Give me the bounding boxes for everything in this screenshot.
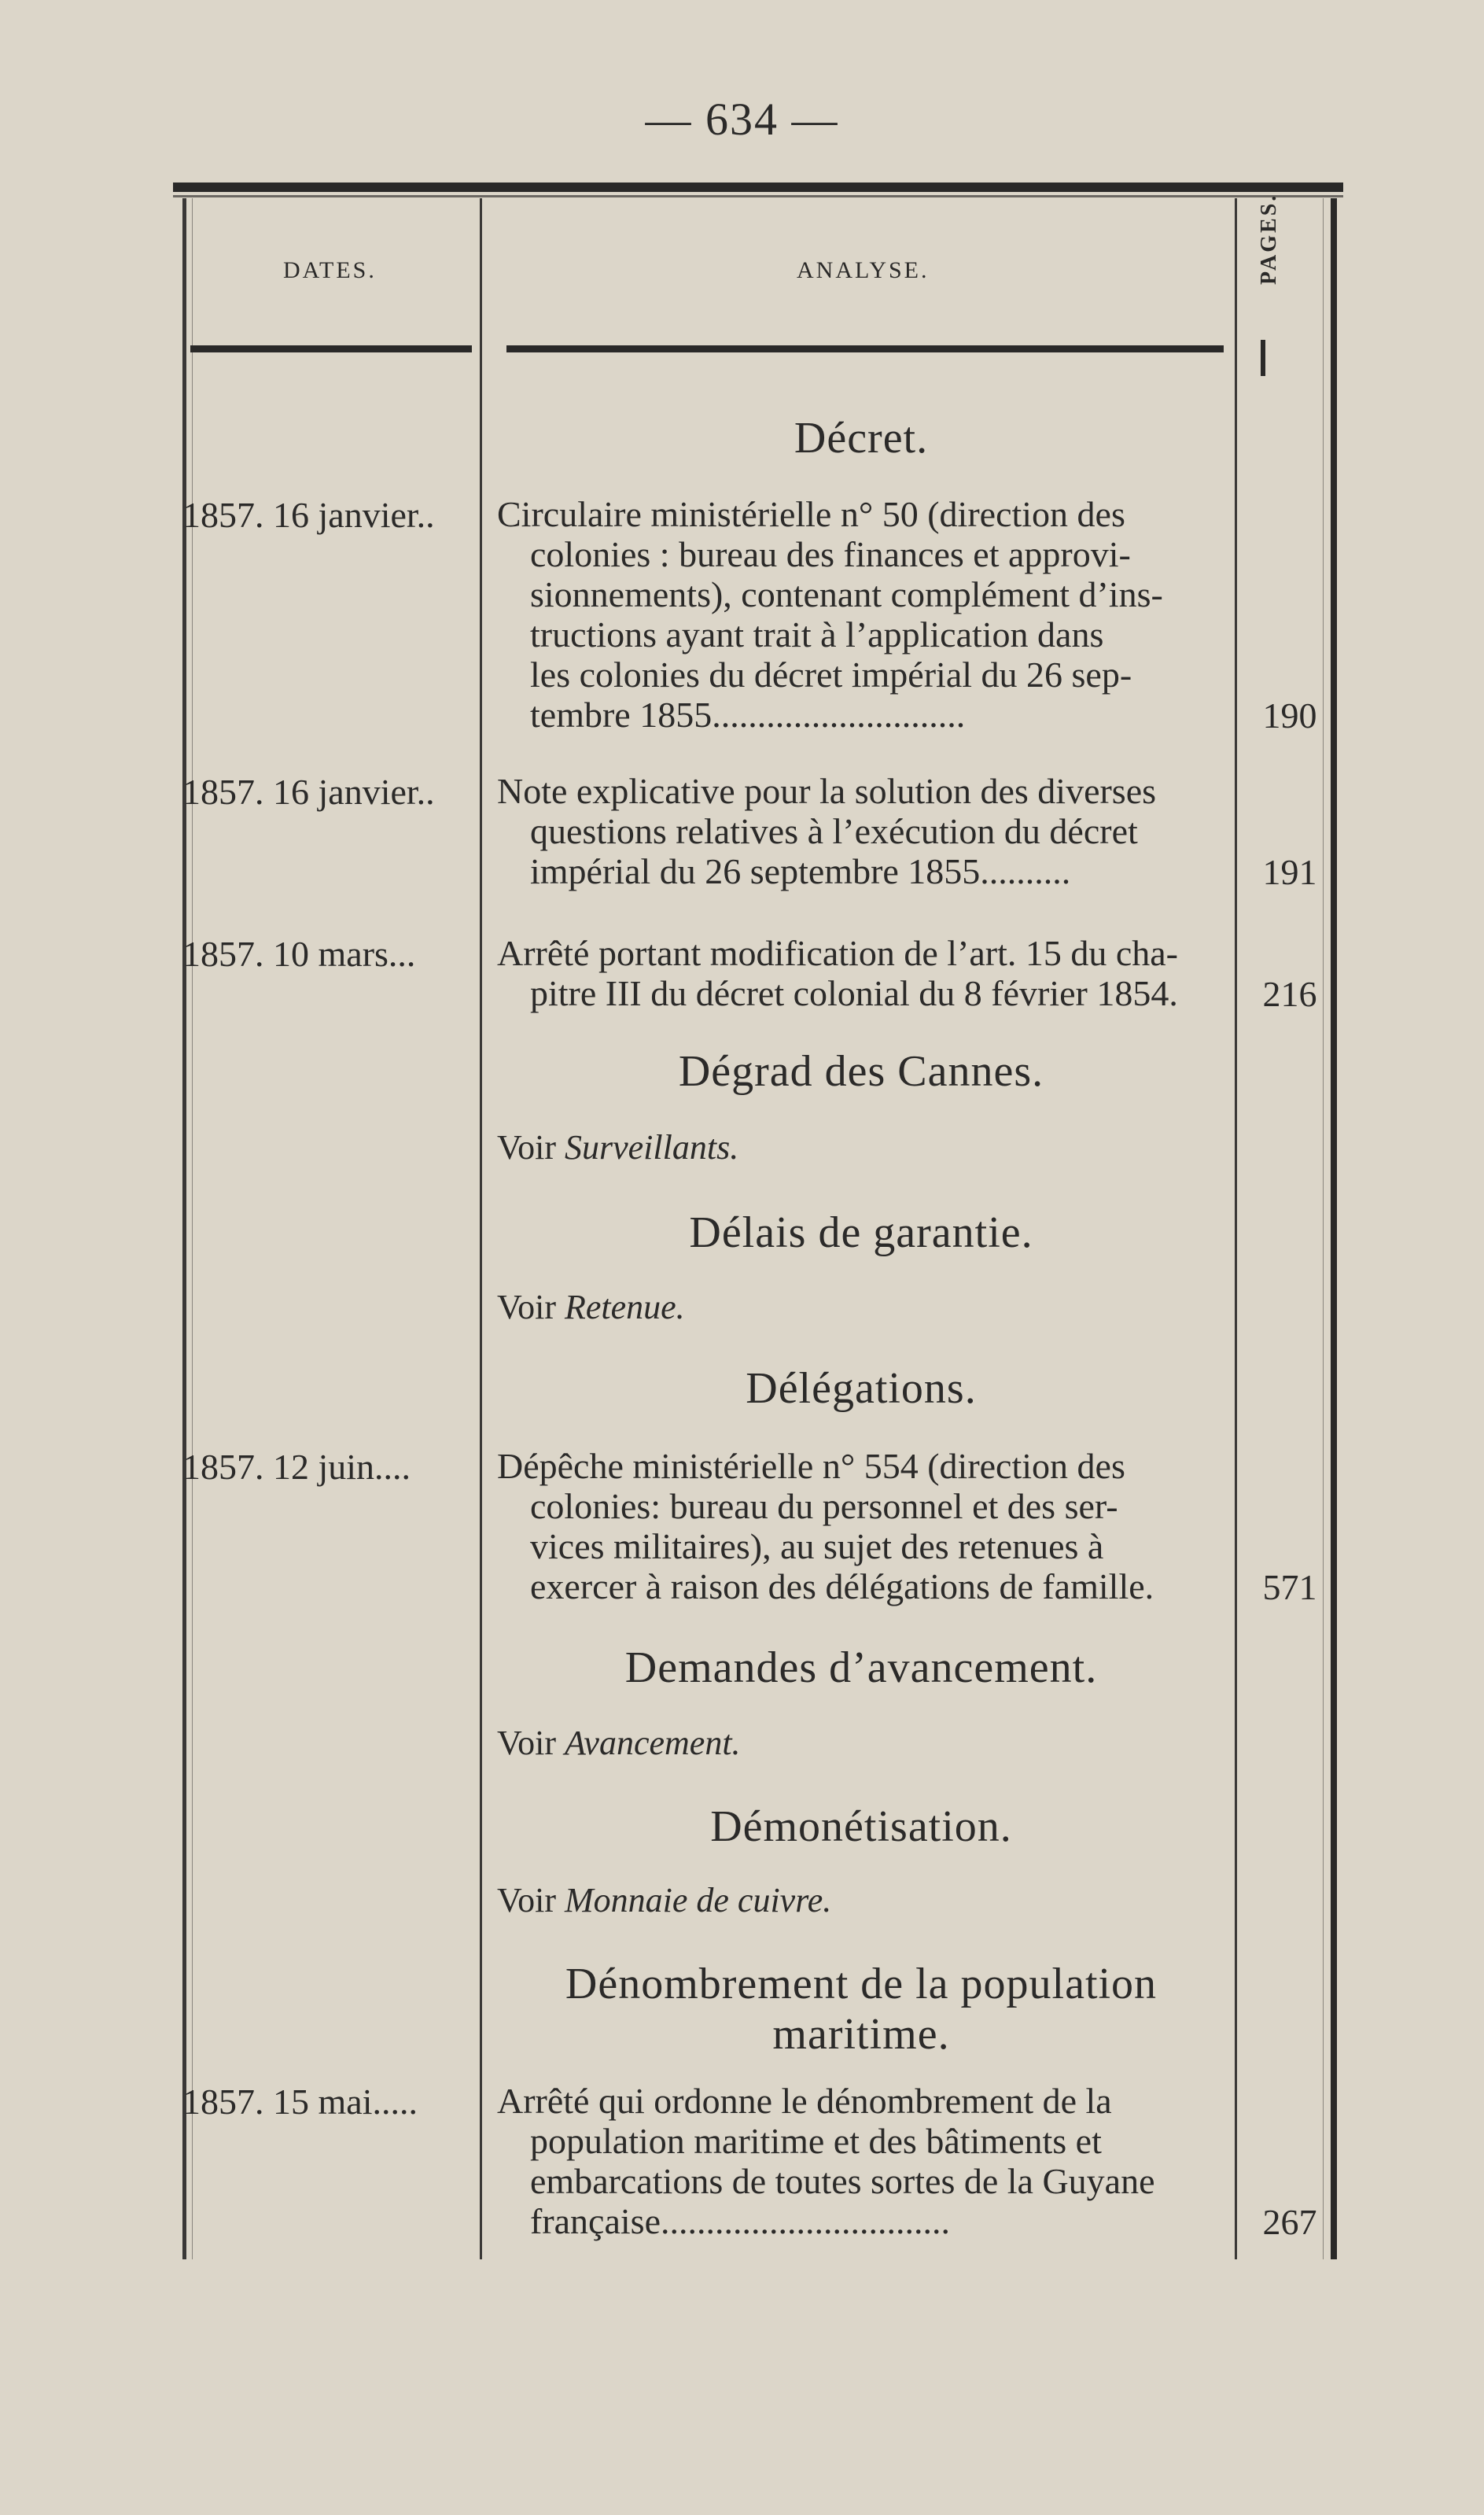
header-pages: PAGES. (1257, 193, 1281, 285)
top-border (173, 183, 1343, 192)
entry-line: les colonies du décret impérial du 26 sep- (530, 655, 1132, 695)
entry-line: questions relatives à l’exécution du décret (530, 811, 1138, 851)
see-target: Avancement. (564, 1724, 741, 1762)
see-target: Monnaie de cuivre. (564, 1881, 832, 1919)
see-label: Voir (497, 1724, 556, 1762)
entry-line: sionnements), contenant complément d’ins- (530, 574, 1163, 614)
see-target: Surveillants. (564, 1128, 739, 1167)
see-reference (497, 1723, 741, 1763)
entry-line: embarcations de toutes sortes de la Guyane (530, 2161, 1155, 2201)
see-reference (497, 1287, 685, 1327)
entry-line: française................................ (530, 2201, 950, 2241)
right-border (1331, 198, 1337, 2259)
section-title: Démonétisation. (710, 1802, 1012, 1851)
entry-page: 571 (1262, 1567, 1317, 1607)
entry-text (497, 1446, 1236, 1606)
section-title: Décret. (794, 414, 929, 463)
top-border-thin (173, 195, 1343, 197)
header-rule-analyse (506, 345, 1224, 352)
entry-line: Arrêté qui ordonne le dénombrement de la (497, 2081, 1112, 2121)
header-analyse: ANALYSE. (797, 257, 930, 283)
section-title: Demandes d’avancement. (624, 1643, 1098, 1692)
entry-line: Arrêté portant modification de l’art. 15 du cha- (497, 933, 1179, 973)
see-reference (497, 1880, 831, 1920)
entry-line: pitre III du décret colonial du 8 février 1854. (530, 973, 1178, 1013)
entry-line: vices militaires), au sujet des retenues à (530, 1526, 1104, 1566)
entry-text (497, 494, 1236, 735)
see-label: Voir (497, 1881, 556, 1919)
entry-date: 1857. 10 mars... (182, 934, 416, 974)
header-pages-rule (1261, 340, 1265, 376)
section-title: Délais de garantie. (689, 1208, 1033, 1257)
entry-line: Dépêche ministérielle n° 554 (direction des (497, 1446, 1125, 1486)
page-number: — 634 — (645, 94, 839, 145)
entry-line: Circulaire ministérielle n° 50 (direction des (497, 494, 1125, 534)
entry-date: 1857. 16 janvier.. (182, 495, 435, 535)
entry-text (497, 2081, 1236, 2241)
entry-page: 267 (1262, 2202, 1317, 2242)
entry-date: 1857. 12 juin.... (182, 1447, 411, 1487)
see-label: Voir (497, 1288, 556, 1326)
see-label: Voir (497, 1128, 556, 1167)
entry-line: tembre 1855............................ (530, 695, 966, 735)
section-title: Dégrad des Cannes. (678, 1047, 1044, 1096)
entry-page: 191 (1262, 852, 1317, 892)
section-title: maritime. (772, 2010, 950, 2059)
dates-column-divider (480, 198, 482, 2259)
entry-text (497, 771, 1236, 891)
entry-line: colonies : bureau des finances et approvi- (530, 534, 1131, 574)
entry-page: 190 (1262, 695, 1317, 736)
entry-line: Note explicative pour la solution des diverses (497, 771, 1157, 811)
see-target: Retenue. (564, 1288, 685, 1326)
right-border-thin (1323, 198, 1324, 2259)
entry-line: impérial du 26 septembre 1855.......... (530, 851, 1071, 891)
see-reference (497, 1127, 738, 1167)
entry-date: 1857. 16 janvier.. (182, 772, 435, 812)
entry-date: 1857. 15 mai..... (182, 2082, 418, 2122)
header-rule-dates (190, 345, 472, 352)
entry-line: tructions ayant trait à l’application dans (530, 614, 1104, 655)
entry-page: 216 (1262, 974, 1317, 1014)
entry-line: exercer à raison des délégations de famille. (530, 1566, 1154, 1606)
header-dates: DATES. (283, 257, 377, 283)
section-title: Délégations. (746, 1364, 977, 1413)
entry-line: population maritime et des bâtiments et (530, 2121, 1102, 2161)
section-title: Dénombrement de la population (565, 1960, 1158, 2008)
entry-line: colonies: bureau du personnel et des ser- (530, 1486, 1118, 1526)
entry-text (497, 933, 1236, 1013)
